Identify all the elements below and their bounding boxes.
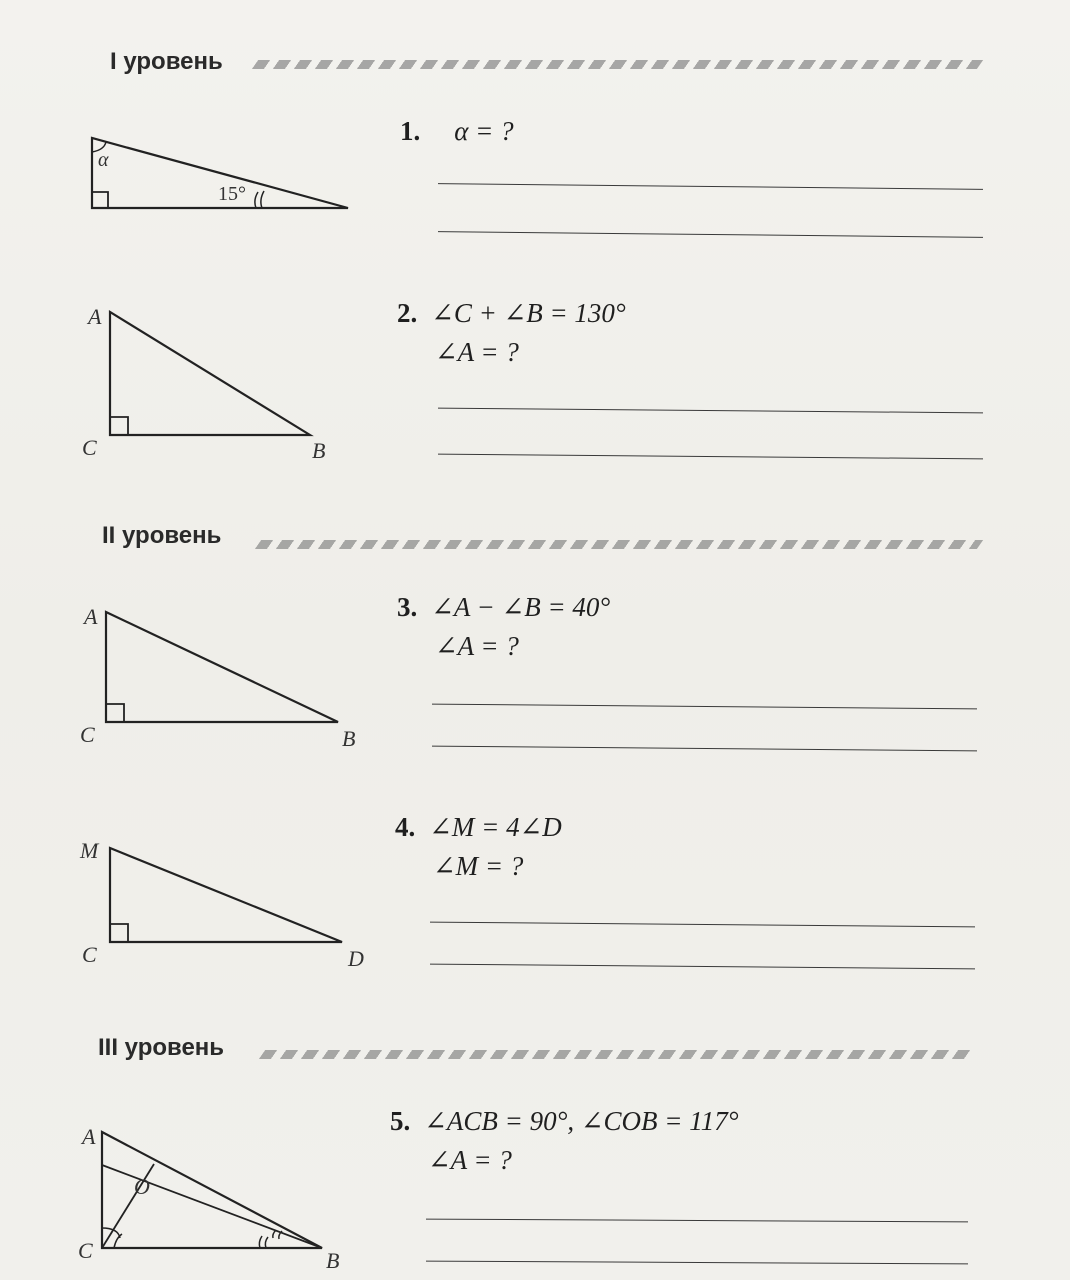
problem-1-number: 1. [400, 116, 421, 146]
problem-2-given: ∠C + ∠B = 130° [431, 298, 626, 328]
answer-line[interactable] [438, 454, 983, 460]
answer-line[interactable] [438, 231, 983, 238]
problem-5-number: 5. [390, 1106, 411, 1136]
level-2-divider [255, 540, 983, 549]
problem-5 [390, 1106, 739, 1176]
figure-4-vertex-m: M [80, 838, 99, 863]
answer-line[interactable] [430, 922, 975, 928]
problem-3-number: 3. [397, 592, 418, 622]
figure-2-vertex-c: C [82, 435, 97, 460]
problem-5-given: ∠ACB = 90°, ∠COB = 117° [424, 1106, 739, 1136]
figure-2-vertex-a: A [88, 304, 102, 329]
figure-2-triangle [78, 300, 348, 470]
figure-3-vertex-b: B [342, 726, 356, 751]
figure-5-vertex-a: A [82, 1124, 96, 1149]
figure-5-vertex-c: C [78, 1238, 93, 1263]
answer-line[interactable] [432, 746, 977, 752]
figure-3-vertex-c: C [80, 722, 95, 747]
problem-4-number: 4. [395, 812, 416, 842]
problem-3-given: ∠A − ∠B = 40° [431, 592, 611, 622]
level-3-title: III уровень [98, 1034, 225, 1061]
figure-4-vertex-c: C [82, 942, 97, 967]
figure-5-vertex-b: B [326, 1248, 340, 1273]
figure-1-triangle [80, 130, 370, 220]
problem-2-number: 2. [397, 298, 418, 328]
figure-2-vertex-b: B [312, 438, 326, 463]
problem-3 [397, 592, 610, 662]
problem-1-question: α = ? [454, 116, 514, 146]
level-2-title: II уровень [102, 522, 222, 549]
answer-line[interactable] [438, 183, 983, 190]
answer-line[interactable] [432, 704, 977, 710]
level-1-divider [252, 60, 983, 69]
figure-5-point-o: O [134, 1174, 150, 1199]
answer-line[interactable] [430, 964, 975, 970]
problem-1 [400, 116, 514, 147]
figure-4-vertex-d: D [348, 946, 364, 971]
figure-1-angle-label: 15° [218, 183, 246, 205]
level-3-divider [259, 1050, 977, 1059]
figure-3-triangle [76, 598, 366, 758]
figure-5-triangle [76, 1120, 356, 1280]
level-1-title: I уровень [110, 48, 223, 75]
problem-2-question: ∠A = ? [435, 337, 519, 367]
problem-2 [397, 298, 626, 368]
problem-3-question: ∠A = ? [435, 631, 519, 661]
figure-1-alpha-label: α [98, 149, 109, 171]
answer-line[interactable] [426, 1261, 968, 1265]
figure-4-triangle [76, 832, 386, 982]
figure-3-vertex-a: A [84, 604, 98, 629]
problem-4-question: ∠M = ? [433, 851, 524, 881]
problem-4 [395, 812, 562, 882]
answer-line[interactable] [426, 1219, 968, 1223]
problem-5-question: ∠A = ? [428, 1145, 512, 1175]
problem-4-given: ∠M = 4∠D [429, 812, 562, 842]
answer-line[interactable] [438, 408, 983, 414]
